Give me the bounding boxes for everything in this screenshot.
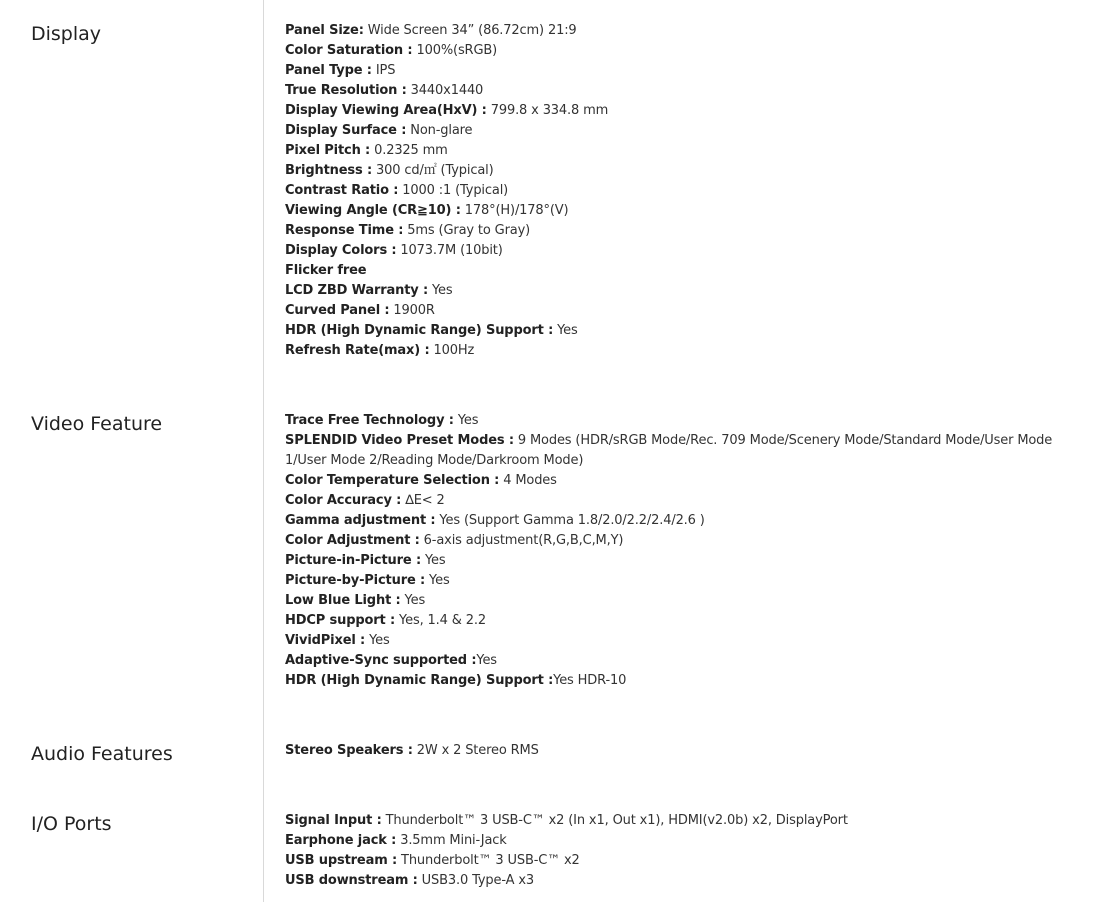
spec-value: Yes <box>421 553 446 568</box>
spec-label: Panel Size: <box>285 23 364 38</box>
spec-label: VividPixel : <box>285 633 366 648</box>
spec-item <box>285 181 1085 201</box>
spec-label: USB upstream : <box>285 853 398 868</box>
spec-value: 4 Modes <box>499 473 557 488</box>
spec-item <box>285 201 1085 221</box>
spec-label: HDR (High Dynamic Range) Support : <box>285 673 554 688</box>
spec-item <box>285 321 1085 341</box>
section-title: I/O Ports <box>31 813 112 835</box>
spec-value: Yes, 1.4 & 2.2 <box>395 613 486 628</box>
spec-value: Yes <box>365 633 390 648</box>
spec-item <box>285 281 1085 301</box>
spec-item <box>285 21 1085 41</box>
spec-item <box>285 551 1085 571</box>
spec-label: Brightness : <box>285 163 373 178</box>
spec-list <box>285 411 1085 691</box>
spec-value: USB3.0 Type-A x3 <box>417 873 535 888</box>
spec-label: Contrast Ratio : <box>285 183 399 198</box>
spec-label: Display Colors : <box>285 243 397 258</box>
spec-label: Picture-in-Picture : <box>285 553 422 568</box>
spec-label: Pixel Pitch : <box>285 143 371 158</box>
spec-item <box>285 101 1085 121</box>
column-divider <box>263 0 264 902</box>
spec-label: Low Blue Light : <box>285 593 401 608</box>
spec-label: SPLENDID Video Preset Modes : <box>285 433 514 448</box>
spec-value: IPS <box>371 63 396 78</box>
spec-item <box>285 261 1085 281</box>
spec-label: Color Adjustment : <box>285 533 420 548</box>
spec-value: 1900R <box>389 303 435 318</box>
spec-value: Wide Screen 34” (86.72cm) 21:9 <box>363 23 577 38</box>
spec-value: Thunderbolt™ 3 USB-C™ x2 (In x1, Out x1), HDMI(v2.0b) x2, DisplayPort <box>381 813 848 828</box>
spec-value: 2W x 2 Stereo RMS <box>412 743 539 758</box>
spec-label: Refresh Rate(max) : <box>285 343 430 358</box>
spec-item <box>285 511 1085 531</box>
spec-item <box>285 631 1085 651</box>
spec-value: Non-glare <box>406 123 473 138</box>
spec-label: Signal Input : <box>285 813 382 828</box>
spec-value: Yes <box>553 323 578 338</box>
spec-item <box>285 141 1085 161</box>
spec-value: 9 Modes (HDR/sRGB Mode/Rec. 709 Mode/Scenery Mode/Standard Mode/User Mode 1/User Mode 2/Reading Mode/Darkroom Mode) <box>285 433 1053 468</box>
spec-value: Yes <box>425 573 450 588</box>
spec-value: 178°(H)/178°(V) <box>460 203 569 218</box>
spec-label: Panel Type : <box>285 63 372 78</box>
spec-item <box>285 411 1085 431</box>
spec-value: 1073.7M (10bit) <box>396 243 503 258</box>
spec-item <box>285 851 1085 871</box>
spec-label: Gamma adjustment : <box>285 513 436 528</box>
spec-value: Yes <box>400 593 426 608</box>
spec-item <box>285 221 1085 241</box>
spec-label: Trace Free Technology : <box>285 413 454 428</box>
spec-value: Yes HDR-10 <box>553 673 627 688</box>
spec-item <box>285 81 1085 101</box>
spec-value: 0.2325 mm <box>370 143 448 158</box>
spec-value: 1000 :1 (Typical) <box>398 183 509 198</box>
spec-label: HDCP support : <box>285 613 396 628</box>
spec-label: Flicker free <box>285 263 367 278</box>
spec-item <box>285 161 1085 181</box>
spec-value: 300 cd/㎡ (Typical) <box>372 163 494 178</box>
spec-label: Adaptive-Sync supported : <box>285 653 477 668</box>
spec-label: Color Saturation : <box>285 43 413 58</box>
spec-value: 799.8 x 334.8 mm <box>486 103 609 118</box>
spec-value: Yes (Support Gamma 1.8/2.0/2.2/2.4/2.6 ) <box>435 513 705 528</box>
spec-value: 3.5mm Mini-Jack <box>396 833 507 848</box>
spec-value: Yes <box>476 653 497 668</box>
spec-item <box>285 651 1085 671</box>
spec-value: 100%(sRGB) <box>412 43 498 58</box>
spec-item <box>285 871 1085 891</box>
spec-item <box>285 671 1085 691</box>
spec-item <box>285 61 1085 81</box>
spec-item <box>285 341 1085 361</box>
section-title: Display <box>31 23 102 45</box>
spec-label: Display Viewing Area(HxV) : <box>285 103 487 118</box>
spec-label: Viewing Angle (CR≧10) : <box>285 203 461 218</box>
spec-label: Color Temperature Selection : <box>285 473 500 488</box>
spec-item <box>285 301 1085 321</box>
section-title: Audio Features <box>31 743 173 765</box>
spec-label: Display Surface : <box>285 123 407 138</box>
spec-value: Yes <box>428 283 453 298</box>
spec-label: Color Accuracy : <box>285 493 402 508</box>
spec-item <box>285 491 1085 511</box>
spec-list <box>285 21 1085 361</box>
spec-item <box>285 831 1085 851</box>
spec-value: 5ms (Gray to Gray) <box>403 223 531 238</box>
spec-label: Response Time : <box>285 223 404 238</box>
spec-item <box>285 41 1085 61</box>
spec-label: LCD ZBD Warranty : <box>285 283 429 298</box>
spec-item <box>285 531 1085 551</box>
spec-item <box>285 241 1085 261</box>
spec-value: Yes <box>453 413 479 428</box>
spec-item <box>285 591 1085 611</box>
section-title: Video Feature <box>31 413 163 435</box>
spec-item <box>285 471 1085 491</box>
spec-label: Picture-by-Picture : <box>285 573 426 588</box>
spec-list <box>285 811 1085 891</box>
spec-value: 6-axis adjustment(R,G,B,C,M,Y) <box>419 533 624 548</box>
spec-label: Curved Panel : <box>285 303 390 318</box>
spec-value: 100Hz <box>429 343 475 358</box>
spec-label: HDR (High Dynamic Range) Support : <box>285 323 554 338</box>
spec-item <box>285 811 1085 831</box>
spec-label: Earphone jack : <box>285 833 397 848</box>
spec-item <box>285 121 1085 141</box>
spec-label: True Resolution : <box>285 83 407 98</box>
spec-item <box>285 611 1085 631</box>
spec-value: ∆E< 2 <box>401 493 445 508</box>
spec-label: Stereo Speakers : <box>285 743 413 758</box>
spec-list <box>285 741 1085 761</box>
spec-item <box>285 431 1085 471</box>
spec-item <box>285 741 1085 761</box>
spec-label: USB downstream : <box>285 873 418 888</box>
spec-value: Thunderbolt™ 3 USB-C™ x2 <box>397 853 580 868</box>
spec-item <box>285 571 1085 591</box>
spec-value: 3440x1440 <box>406 83 484 98</box>
